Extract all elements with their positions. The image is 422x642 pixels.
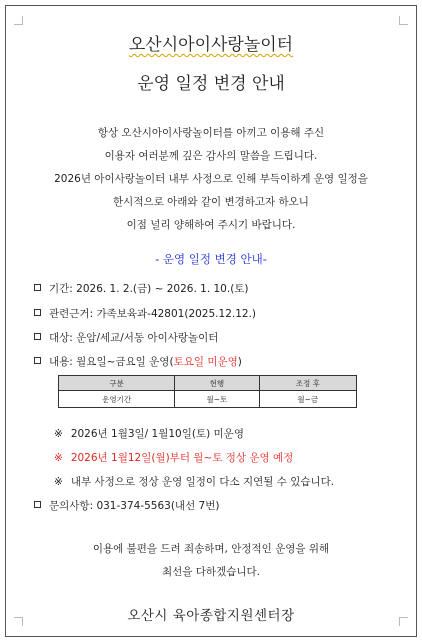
- item-content: 내용: 월요일~금요일 운영(토요일 미운영): [34, 354, 242, 369]
- item-contact: 문의사항: 031-374-5563(내선 7번): [34, 498, 219, 513]
- table-cell: 운영기간: [59, 391, 175, 408]
- table-header-cell: 현행: [175, 376, 259, 391]
- table-row: [59, 391, 357, 408]
- intro-line: 2026년 아이사랑놀이터 내부 사정으로 인해 부득이하게 운영 일정을: [54, 173, 368, 185]
- item-period: 기간: 2026. 1. 2.(금) ~ 2026. 1. 10.(토): [34, 281, 249, 296]
- schedule-table: [58, 375, 357, 408]
- corner-mark: [14, 16, 23, 25]
- intro-line: 한시적으로 아래와 같이 변경하고자 하오니: [113, 196, 309, 208]
- reference-mark-icon: ※: [54, 452, 63, 464]
- section-subheading: - 운영 일정 변경 안내-: [155, 252, 267, 266]
- checkbox-bullet-icon: [34, 357, 41, 364]
- document-title-line-2: 운영 일정 변경 안내: [137, 74, 285, 94]
- table-cell: 월~금: [259, 391, 356, 408]
- checkbox-bullet-icon: [34, 309, 41, 316]
- note-delay-warning: ※ 내부 사정으로 정상 운영 일정이 다소 지연될 수 있습니다.: [54, 476, 335, 488]
- item-basis: 관련근거: 가족보육과-42801(2025.12.12.): [34, 306, 256, 321]
- table-header-cell: 조정 후: [259, 376, 356, 391]
- table-cell: 월~토: [175, 391, 259, 408]
- no-saturday-emphasis: 토요일 미운영: [173, 356, 238, 368]
- reference-mark-icon: ※: [54, 476, 63, 488]
- document-page: [5, 5, 417, 637]
- corner-mark: [399, 16, 408, 25]
- table-header-row: [59, 376, 357, 391]
- reference-mark-icon: ※: [54, 428, 63, 440]
- checkbox-bullet-icon: [34, 333, 41, 340]
- note-resume-date: ※ 2026년 1월12일(월)부터 월~토 정상 운영 예정: [54, 452, 294, 464]
- item-target: 대상: 운암/세교/서동 아이사랑놀이터: [34, 330, 218, 345]
- table-header-cell: 구분: [59, 376, 175, 391]
- signature-line: 오산시 육아종합지원센터장: [127, 608, 295, 624]
- intro-line: 이용자 여러분께 깊은 감사의 말씀을 드립니다.: [104, 150, 318, 162]
- closing-paragraph: [6, 538, 416, 584]
- closing-line: 이용에 불편을 드려 죄송하며, 안정적인 운영을 위해: [92, 543, 330, 555]
- closing-line: 최선을 다하겠습니다.: [162, 566, 260, 578]
- intro-line: 항상 오산시아이사랑놀이터를 아끼고 이용해 주신: [97, 127, 325, 139]
- intro-line: 이점 널리 양해하여 주시기 바랍니다.: [126, 219, 296, 231]
- intro-paragraph: [6, 122, 416, 237]
- document-title-line-1: 오산시아이사랑놀이터: [128, 35, 294, 55]
- checkbox-bullet-icon: [34, 284, 41, 291]
- checkbox-bullet-icon: [34, 501, 41, 508]
- note-closed-dates: ※ 2026년 1월3일/ 1월10일(토) 미운영: [54, 428, 244, 440]
